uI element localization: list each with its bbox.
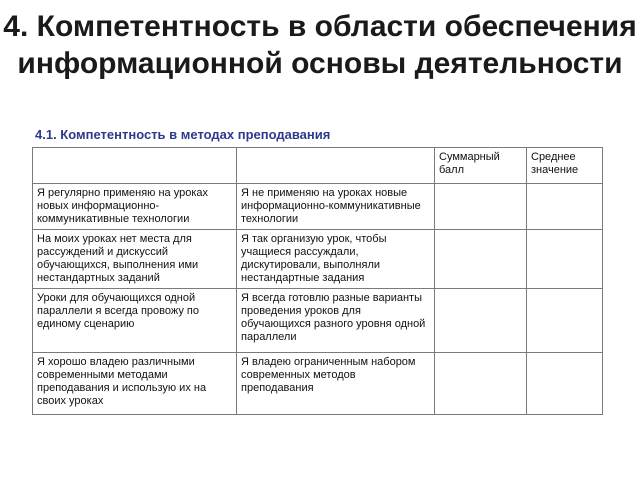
statement-negative: На моих уроках нет места для рассуждений и дискуссий обучающихся, выполнения ими нестандартных заданий bbox=[33, 230, 237, 289]
statement-positive: Я так организую урок, чтобы учащиеся рассуждали, дискутировали, выполняли нестандартные задания bbox=[237, 230, 435, 289]
average-cell[interactable] bbox=[527, 353, 603, 415]
page-title: 4. Компетентность в области обеспечения информационной основы деятельности bbox=[3, 10, 637, 80]
score-cell[interactable] bbox=[435, 289, 527, 353]
section-subtitle: 4.1. Компетентность в методах преподавания bbox=[35, 127, 331, 142]
header-cell-statement-a bbox=[33, 148, 237, 184]
header-cell-average: Среднее значение bbox=[527, 148, 603, 184]
table-header-row bbox=[33, 148, 603, 184]
statement-positive: Я всегда готовлю разные варианты проведения уроков для обучающихся разного уровня одной параллели bbox=[237, 289, 435, 353]
statement-negative: Я владею ограниченным набором современных методов преподавания bbox=[237, 353, 435, 415]
table-row bbox=[33, 230, 603, 289]
statement-negative: Уроки для обучающихся одной параллели я всегда провожу по единому сценарию bbox=[33, 289, 237, 353]
score-cell[interactable] bbox=[435, 230, 527, 289]
statement-negative: Я не применяю на уроках новые информационно-коммуникативные технологии bbox=[237, 184, 435, 230]
table-row bbox=[33, 353, 603, 415]
score-cell[interactable] bbox=[435, 353, 527, 415]
average-cell[interactable] bbox=[527, 230, 603, 289]
average-cell[interactable] bbox=[527, 184, 603, 230]
header-cell-statement-b bbox=[237, 148, 435, 184]
statement-positive: Я регулярно применяю на уроках новых информационно-коммуникативные технологии bbox=[33, 184, 237, 230]
table-row bbox=[33, 289, 603, 353]
score-cell[interactable] bbox=[435, 184, 527, 230]
header-cell-total-score: Суммарный балл bbox=[435, 148, 527, 184]
statement-positive: Я хорошо владею различными современными методами преподавания и использую их на своих уроках bbox=[33, 353, 237, 415]
table-row bbox=[33, 184, 603, 230]
competence-table bbox=[32, 147, 603, 415]
average-cell[interactable] bbox=[527, 289, 603, 353]
